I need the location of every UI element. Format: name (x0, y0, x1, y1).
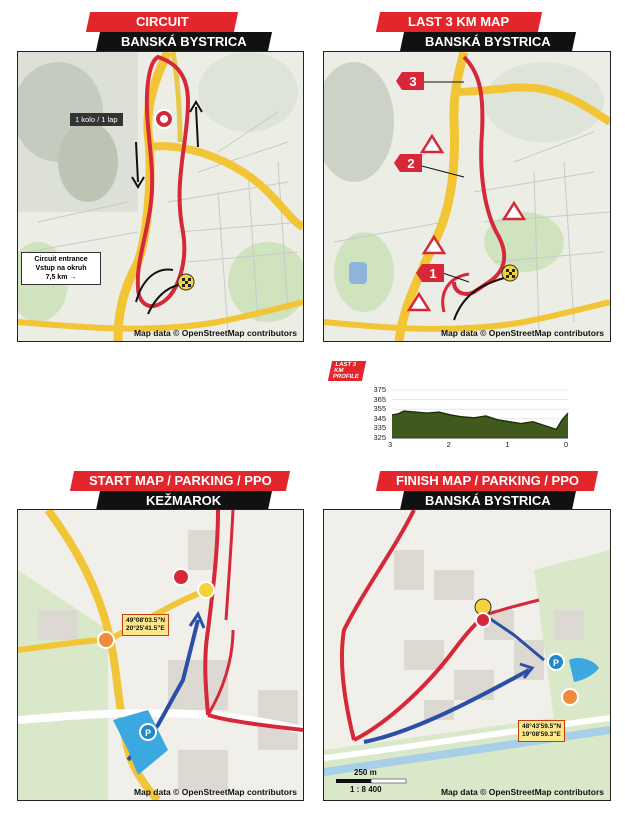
km-marker-3: 3 (409, 74, 417, 89)
profile-line (392, 411, 568, 429)
circuit-entrance-callout (21, 252, 101, 285)
finish-map-credit: Map data © OpenStreetMap contributors (440, 787, 604, 797)
scale-ratio: 1 : 8 400 (350, 785, 382, 794)
circuit-map[interactable] (17, 51, 304, 342)
finish-map[interactable] (323, 509, 611, 801)
finish-map-canvas (324, 510, 610, 800)
profile-y-tick: 325 (373, 433, 386, 442)
ppo-icon (98, 632, 114, 648)
start-coord-lon: 20°25'41.5"E (126, 625, 165, 632)
profile-y-tick: 365 (373, 394, 386, 404)
profile-x-tick: 3 (388, 440, 393, 449)
finish-coord-lon: 19°08'59.3"E (522, 731, 561, 738)
finish-title-banner (376, 471, 598, 491)
circuit-title: CIRCUIT (135, 14, 189, 29)
profile-y-tick: 335 (373, 423, 386, 433)
last3km-subtitle-banner (400, 32, 576, 51)
last3km-map-credit: Map data © OpenStreetMap contributors (440, 328, 604, 338)
last3km-subtitle: BANSKÁ BYSTRICA (425, 34, 551, 49)
circuit-subtitle-banner (96, 32, 272, 51)
last3km-title-banner (376, 12, 542, 32)
start-coordinates (122, 614, 169, 636)
profile-x-tick: 1 (505, 440, 510, 449)
scale-distance: 250 m (354, 768, 377, 777)
profile-x-tick: 2 (446, 440, 451, 449)
callout-line-1: Circuit entrance (34, 256, 88, 263)
finish-coord-lat: 48°43'59.5"N (522, 723, 562, 730)
start-coord-lat: 49°08'03.5"N (126, 617, 166, 624)
ppo-icon (562, 689, 578, 705)
km-marker-2: 2 (407, 156, 415, 171)
circuit-title-banner (86, 12, 238, 32)
profile-y-tick: 345 (373, 413, 386, 423)
callout-line-2: Vstup na okruh (35, 265, 87, 272)
km-marker-1: 1 (429, 266, 437, 281)
profile-area (392, 411, 568, 438)
last3km-map-canvas (324, 52, 610, 341)
last3km-map[interactable] (323, 51, 611, 342)
callout-line-3: 7,5 km → (45, 274, 77, 281)
finish-title: FINISH MAP / PARKING / PPO (395, 473, 579, 488)
start-subtitle: KEŽMAROK (146, 493, 222, 508)
start-map-canvas (18, 510, 303, 800)
profile-y-tick: 375 (373, 385, 386, 394)
start-title: START MAP / PARKING / PPO (88, 473, 272, 488)
finish-coordinates (518, 720, 565, 742)
lap-label: 1 kolo / 1 lap (70, 113, 123, 126)
profile-title: LAST 3 KM PROFILE (328, 361, 366, 381)
start-subtitle-banner (96, 491, 272, 510)
circuit-map-canvas (18, 52, 303, 341)
finish-subtitle-banner (400, 491, 576, 510)
circuit-map-credit: Map data © OpenStreetMap contributors (133, 328, 297, 338)
start-title-banner (70, 471, 290, 491)
last3km-title: LAST 3 KM MAP (408, 14, 510, 29)
start-line-icon (173, 569, 189, 585)
finish-subtitle: BANSKÁ BYSTRICA (425, 493, 551, 508)
start-map[interactable] (17, 509, 304, 801)
profile-y-tick: 355 (373, 404, 386, 414)
start-map-credit: Map data © OpenStreetMap contributors (133, 787, 297, 797)
circuit-subtitle: BANSKÁ BYSTRICA (121, 34, 247, 49)
svg-text:P: P (144, 728, 152, 738)
profile-x-tick: 0 (564, 440, 569, 449)
start-point-icon (198, 582, 214, 598)
svg-text:P: P (552, 658, 560, 668)
